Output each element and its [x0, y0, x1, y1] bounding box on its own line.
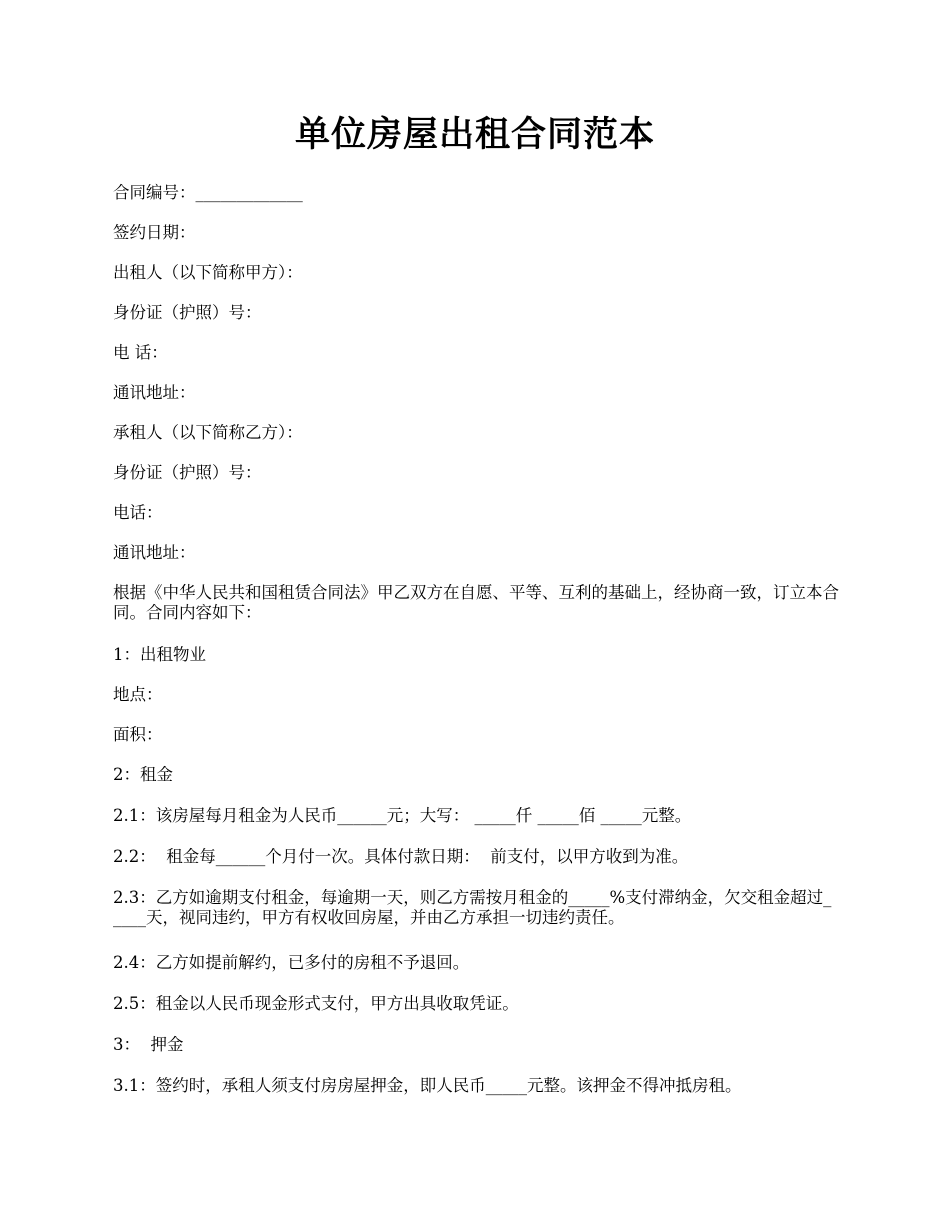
lessor-phone-line: 电 话： [113, 343, 168, 362]
lessee-phone-line: 电话： [113, 503, 163, 522]
lessee-line: 承租人（以下简称乙方）： [113, 423, 303, 442]
document-title: 单位房屋出租合同范本 [294, 114, 655, 155]
clause-2-5: 2.5：租金以人民币现金形式支付，甲方出具收取凭证。 [113, 994, 519, 1013]
lessor-line: 出租人（以下简称甲方）： [113, 263, 303, 282]
section-3-heading: 3： 押金 [113, 1035, 184, 1054]
lessee-address-line: 通讯地址： [113, 543, 196, 562]
section-2-heading: 2：租金 [113, 765, 173, 784]
clause-2-2: 2.2： 租金每______个月付一次。具体付款日期： 前支付，以甲方收到为准。 [113, 847, 689, 866]
lessor-id-line: 身份证（护照）号： [113, 303, 262, 322]
clause-2-4: 2.4：乙方如提前解约，已多付的房租不予退回。 [113, 953, 470, 972]
area-line: 面积： [113, 725, 163, 744]
signing-date-line: 签约日期： [113, 223, 196, 242]
section-1-heading: 1：出租物业 [113, 645, 206, 664]
preamble-paragraph: 根据《中华人民共和国租赁合同法》甲乙双方在自愿、平等、互利的基础上，经协商一致，订立本合同。合同内容如下： [113, 583, 839, 622]
clause-2-3: 2.3：乙方如逾期支付租金，每逾期一天，则乙方需按月租金的_____%支付滞纳金，欠交租金超过_____天，视同违约，甲方有权收回房屋，并由乙方承担一切违约责任。 [113, 888, 832, 927]
location-line: 地点： [113, 685, 163, 704]
clause-2-1: 2.1：该房屋每月租金为人民币______元；大写： _____仟 _____佰 _____元整。 [113, 806, 692, 825]
lessor-address-line: 通讯地址： [113, 383, 196, 402]
clause-3-1: 3.1：签约时，承租人须支付房房屋押金，即人民币_____元整。该押金不得冲抵房租。 [113, 1076, 742, 1095]
lessee-id-line: 身份证（护照）号： [113, 463, 262, 482]
contract-number-line: 合同编号：_____________ [113, 183, 303, 202]
